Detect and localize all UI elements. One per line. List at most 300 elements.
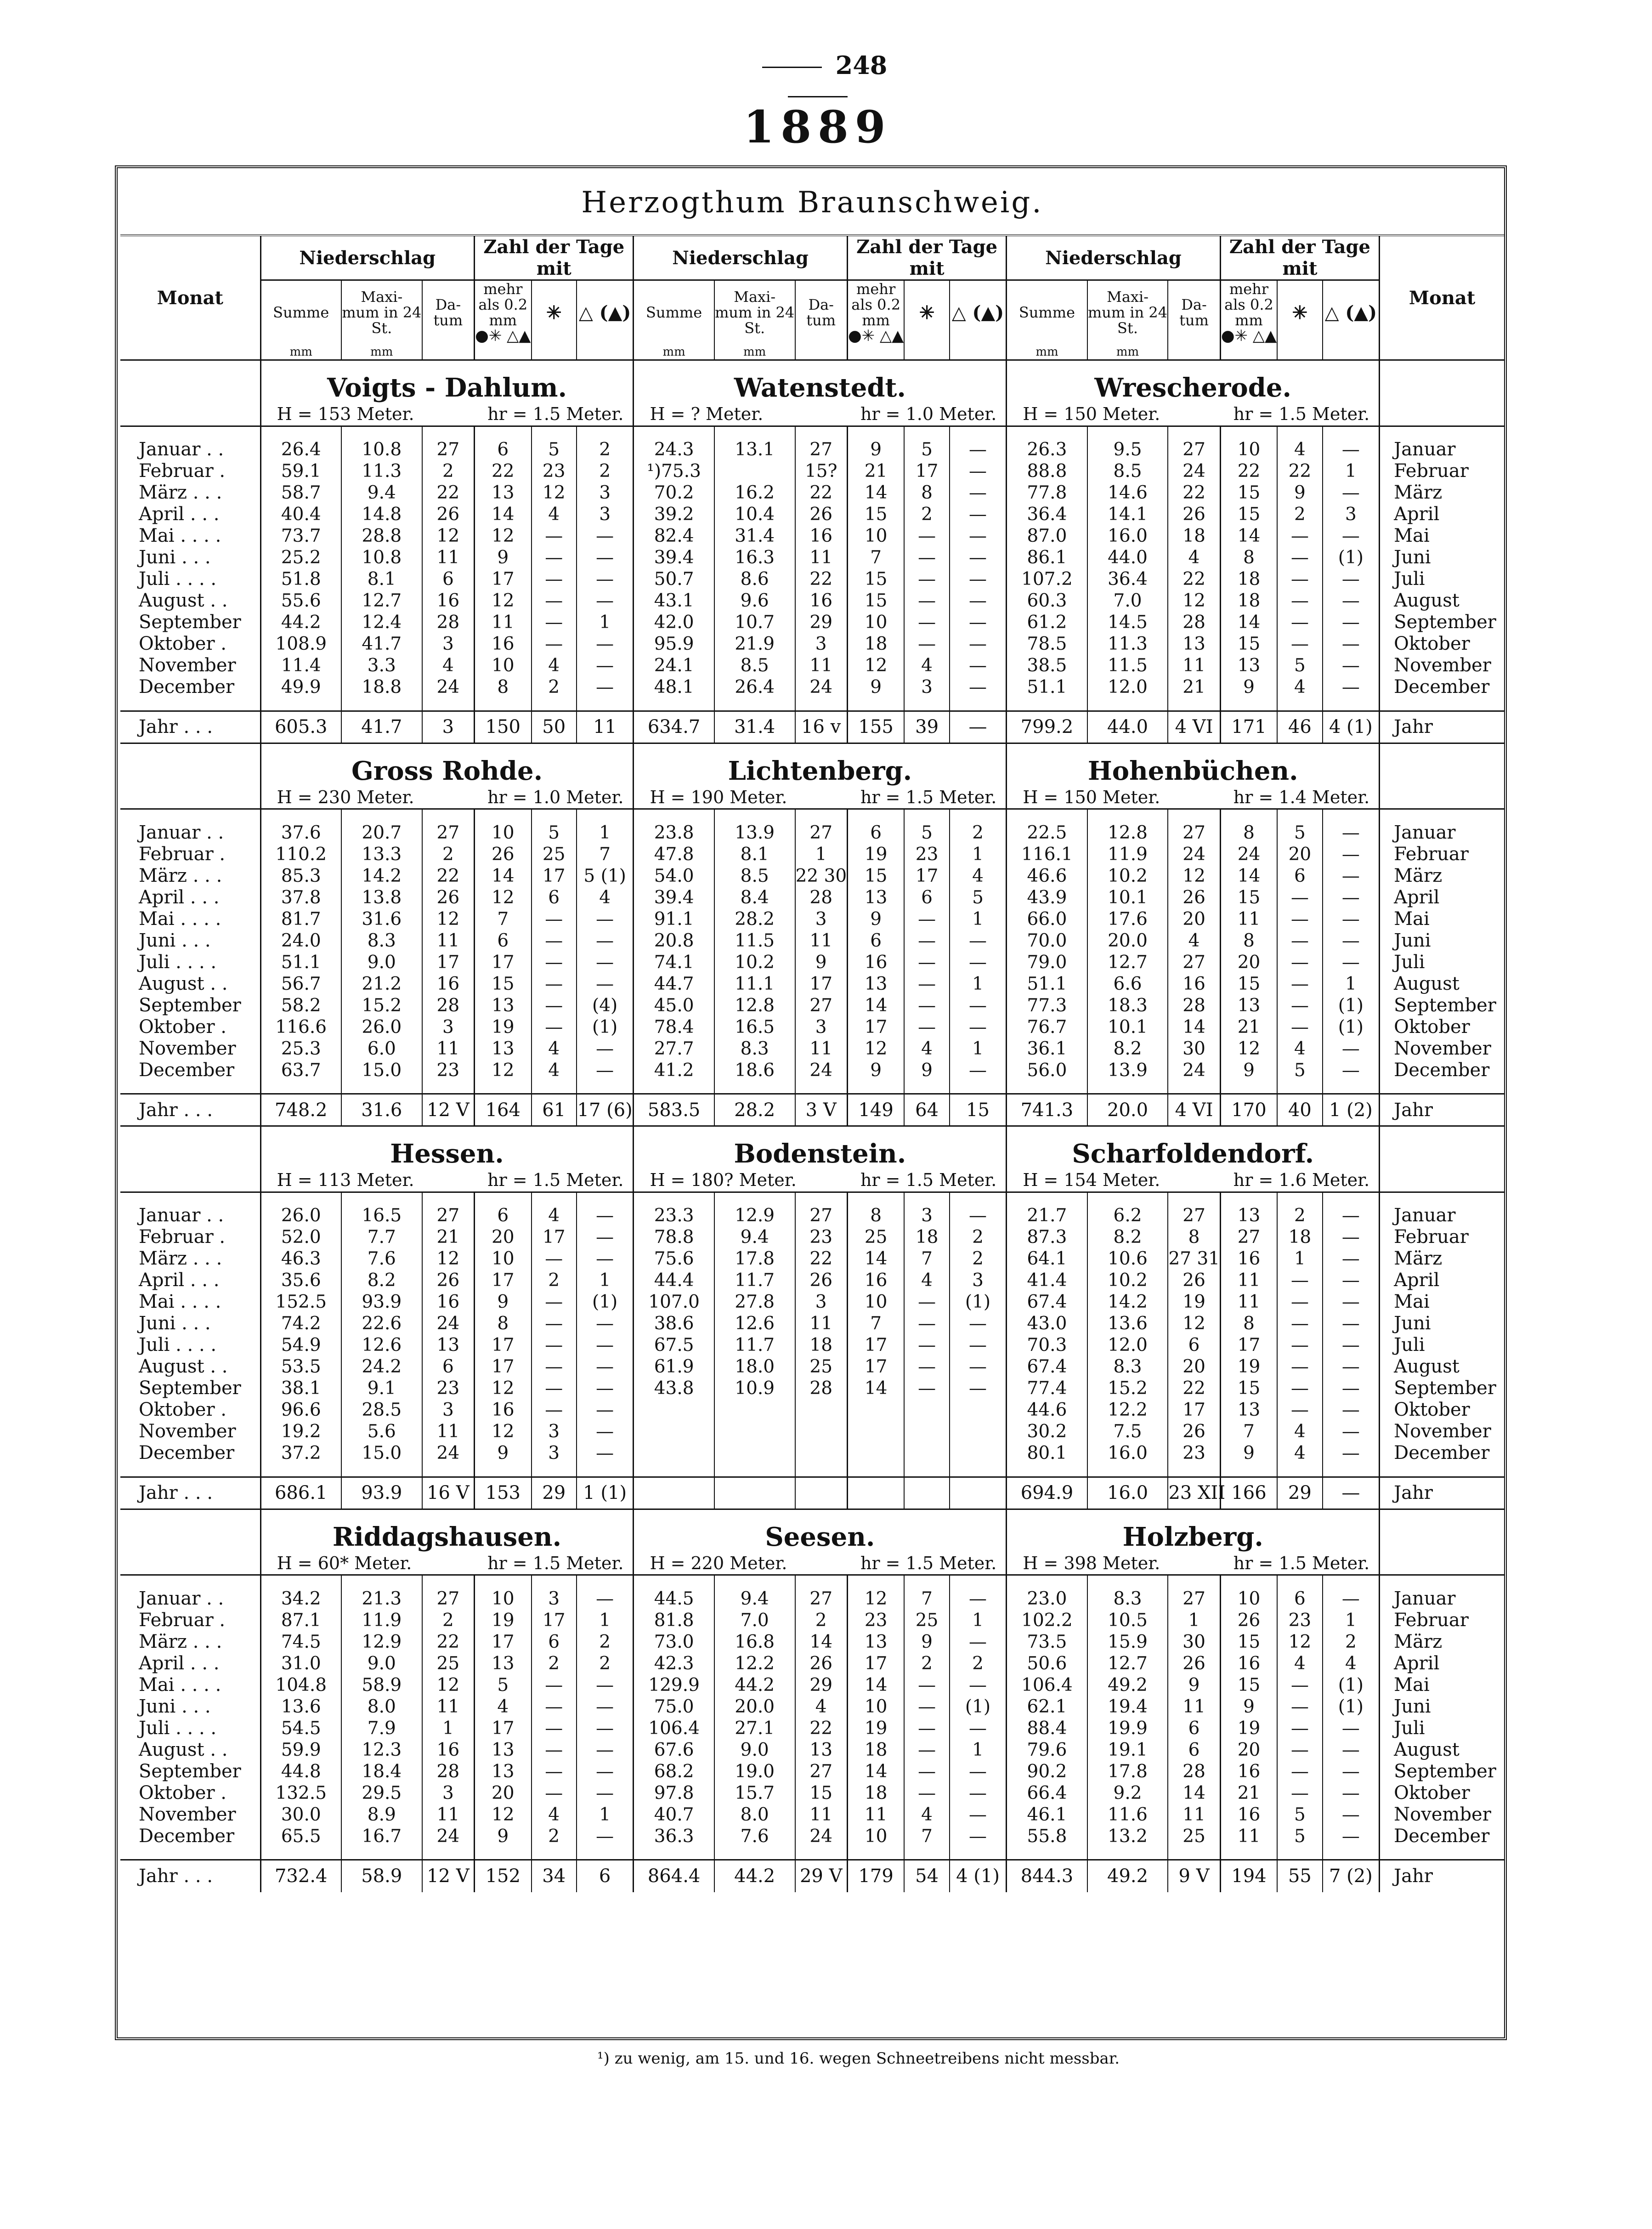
data-cell: 9.0 bbox=[341, 1653, 422, 1674]
data-cell: 12 bbox=[474, 1421, 531, 1442]
month-label: Oktober . bbox=[139, 1399, 227, 1420]
data-cell: 9 bbox=[1168, 1674, 1220, 1696]
data-cell: 12 bbox=[474, 525, 531, 547]
data-cell: 13 bbox=[795, 1739, 848, 1761]
blank-cell bbox=[474, 1575, 531, 1588]
year-total-cell: 4 VI bbox=[1168, 711, 1220, 743]
data-cell: — bbox=[577, 1761, 634, 1782]
blank-cell bbox=[474, 426, 531, 439]
blank-cell bbox=[532, 809, 577, 822]
data-cell: 1 bbox=[950, 908, 1007, 930]
data-cell: — bbox=[1323, 1248, 1380, 1270]
data-cell: 8.3 bbox=[1087, 1588, 1168, 1610]
blank-cell bbox=[532, 345, 577, 360]
year-total-cell bbox=[634, 1477, 714, 1509]
data-cell: 28.5 bbox=[341, 1399, 422, 1421]
data-cell: 22 bbox=[422, 1631, 475, 1653]
data-cell: 24 bbox=[1168, 844, 1220, 865]
data-cell: 16 bbox=[1220, 1248, 1277, 1270]
data-cell: 25.2 bbox=[260, 547, 341, 568]
data-cell: 13 bbox=[1168, 633, 1220, 655]
data-cell: 17 bbox=[847, 1016, 904, 1038]
data-cell: 27 bbox=[1168, 952, 1220, 973]
month-label-right: November bbox=[1380, 1038, 1504, 1060]
data-cell: 21 bbox=[847, 460, 904, 482]
blank-cell bbox=[1007, 698, 1087, 711]
data-cell: 20 bbox=[474, 1226, 531, 1248]
month-label: Juni . . . bbox=[139, 1313, 211, 1334]
data-cell: 11.7 bbox=[714, 1334, 795, 1356]
blank-cell bbox=[577, 1081, 634, 1094]
data-cell: 5 bbox=[474, 1674, 531, 1696]
table-row bbox=[120, 1761, 1504, 1782]
table-row bbox=[120, 1588, 1504, 1610]
mehr-als-header bbox=[474, 280, 531, 345]
data-cell: — bbox=[532, 908, 577, 930]
data-cell: — bbox=[1323, 952, 1380, 973]
data-cell: — bbox=[904, 1334, 949, 1356]
data-cell: 22 bbox=[795, 482, 848, 504]
blank-cell bbox=[634, 1464, 714, 1477]
data-cell: 3 bbox=[950, 1270, 1007, 1291]
year-total-cell: 3 V bbox=[795, 1094, 848, 1126]
data-cell: — bbox=[1323, 1038, 1380, 1060]
data-cell: 86.1 bbox=[1007, 547, 1087, 568]
data-cell: 20 bbox=[1168, 908, 1220, 930]
data-cell: 9 bbox=[904, 1060, 949, 1081]
data-cell: — bbox=[1277, 612, 1322, 633]
table-row bbox=[120, 930, 1504, 952]
data-cell: — bbox=[532, 1696, 577, 1718]
data-cell: 13 bbox=[474, 1761, 531, 1782]
data-cell: 53.5 bbox=[260, 1356, 341, 1378]
data-cell: — bbox=[577, 908, 634, 930]
year-total-cell: 155 bbox=[847, 711, 904, 743]
data-cell: 16 bbox=[474, 1399, 531, 1421]
data-cell: 22 bbox=[795, 568, 848, 590]
station-height bbox=[1007, 1552, 1380, 1575]
data-cell: 3 bbox=[532, 1588, 577, 1610]
blank-cell bbox=[1007, 1081, 1087, 1094]
data-cell: — bbox=[904, 930, 949, 952]
data-cell: 26 bbox=[795, 1270, 848, 1291]
data-cell: 6 bbox=[847, 822, 904, 844]
data-cell: 5 bbox=[904, 439, 949, 460]
station-elevation: H = 150 Meter. bbox=[1023, 787, 1160, 807]
blank-cell bbox=[1087, 1192, 1168, 1205]
blank-cell bbox=[577, 1192, 634, 1205]
data-cell: 17 bbox=[904, 460, 949, 482]
data-cell: 11.5 bbox=[714, 930, 795, 952]
year-total-cell: 1 (1) bbox=[577, 1477, 634, 1509]
station-height bbox=[634, 403, 1007, 426]
blank-cell bbox=[795, 1575, 848, 1588]
table-row bbox=[120, 633, 1504, 655]
data-cell: 24.3 bbox=[634, 439, 714, 460]
data-cell bbox=[714, 460, 795, 482]
blank-cell bbox=[474, 1847, 531, 1860]
data-cell: 20 bbox=[1168, 1356, 1220, 1378]
blank-cell bbox=[577, 1847, 634, 1860]
datum-header: Da- tum bbox=[795, 280, 848, 345]
maximum-header: Maxi- mum in 24 St. bbox=[1087, 280, 1168, 345]
data-cell: 25 bbox=[1168, 1826, 1220, 1847]
blank-cell bbox=[120, 1847, 260, 1860]
data-cell: 24 bbox=[795, 1826, 848, 1847]
blank-cell bbox=[1087, 1081, 1168, 1094]
blank-cell bbox=[1277, 1081, 1322, 1094]
blank-cell bbox=[1007, 1847, 1087, 1860]
zahl-der-tage-header: Zahl der Tage mit bbox=[474, 235, 633, 280]
year-total-cell: 164 bbox=[474, 1094, 531, 1126]
data-cell: — bbox=[950, 590, 1007, 612]
data-cell: 2 bbox=[950, 1653, 1007, 1674]
data-cell: — bbox=[532, 1782, 577, 1804]
year-total-cell: 9 V bbox=[1168, 1860, 1220, 1892]
data-cell: — bbox=[1323, 568, 1380, 590]
blank-cell bbox=[950, 698, 1007, 711]
year-total-cell: 194 bbox=[1220, 1860, 1277, 1892]
table-row bbox=[120, 908, 1504, 930]
data-cell: 11 bbox=[795, 547, 848, 568]
year-total-cell: 54 bbox=[904, 1860, 949, 1892]
data-cell: — bbox=[1323, 1739, 1380, 1761]
blank-cell bbox=[847, 698, 904, 711]
data-cell: 17 bbox=[474, 1718, 531, 1739]
data-cell: — bbox=[950, 655, 1007, 676]
blank-cell bbox=[260, 1575, 341, 1588]
month-label-right: September bbox=[1380, 995, 1504, 1016]
data-cell: — bbox=[904, 1739, 949, 1761]
zahl-der-tage-header: Zahl der Tage mit bbox=[1220, 235, 1379, 280]
data-cell: 22.5 bbox=[1007, 822, 1087, 844]
data-cell: 13 bbox=[847, 1631, 904, 1653]
data-cell: 16 bbox=[847, 952, 904, 973]
data-cell: 8.0 bbox=[714, 1804, 795, 1826]
month-label: Februar . bbox=[139, 843, 226, 865]
data-cell: 27 bbox=[1168, 1588, 1220, 1610]
month-label-right: August bbox=[1380, 1356, 1504, 1378]
unit-mm: mm bbox=[1087, 345, 1168, 360]
data-cell: 39.4 bbox=[634, 547, 714, 568]
data-cell: — bbox=[1323, 633, 1380, 655]
data-cell: 28 bbox=[1168, 612, 1220, 633]
blank-cell bbox=[120, 1192, 260, 1205]
data-cell: — bbox=[950, 930, 1007, 952]
data-cell: — bbox=[1323, 1205, 1380, 1226]
data-cell: 17 bbox=[422, 952, 475, 973]
data-cell: 4 bbox=[904, 1270, 949, 1291]
data-cell: 54.9 bbox=[260, 1334, 341, 1356]
data-cell: 116.1 bbox=[1007, 844, 1087, 865]
data-cell: — bbox=[904, 1718, 949, 1739]
blank-cell bbox=[1380, 698, 1504, 711]
data-cell: 1 bbox=[950, 973, 1007, 995]
data-cell: 28 bbox=[422, 995, 475, 1016]
table-row bbox=[120, 1313, 1504, 1334]
data-cell: — bbox=[950, 568, 1007, 590]
month-label-right: September bbox=[1380, 612, 1504, 633]
data-cell: 13 bbox=[474, 995, 531, 1016]
station-elevation: H = 180? Meter. bbox=[650, 1170, 797, 1191]
data-cell: 29 bbox=[795, 1674, 848, 1696]
data-cell: 67.6 bbox=[634, 1739, 714, 1761]
data-cell: 9.0 bbox=[341, 952, 422, 973]
blank-cell bbox=[577, 426, 634, 439]
data-cell: 14.5 bbox=[1087, 612, 1168, 633]
month-label: Juni . . . bbox=[139, 1696, 211, 1717]
data-cell: 3 bbox=[532, 1421, 577, 1442]
blank-cell bbox=[634, 426, 714, 439]
year-total-cell: 179 bbox=[847, 1860, 904, 1892]
data-cell: — bbox=[904, 1016, 949, 1038]
data-cell: 8 bbox=[474, 1313, 531, 1334]
data-cell: 132.5 bbox=[260, 1782, 341, 1804]
data-cell: 27 bbox=[795, 822, 848, 844]
data-cell: 12 bbox=[474, 887, 531, 908]
data-cell: 16 bbox=[1220, 1804, 1277, 1826]
data-cell: 22 bbox=[1168, 568, 1220, 590]
data-cell: 6 bbox=[1277, 1588, 1322, 1610]
data-cell: — bbox=[577, 1696, 634, 1718]
data-cell: 15? bbox=[795, 460, 848, 482]
data-cell: 44.5 bbox=[634, 1588, 714, 1610]
station-height bbox=[634, 1552, 1007, 1575]
data-cell: 12 bbox=[422, 1674, 475, 1696]
data-cell: — bbox=[532, 1674, 577, 1696]
data-cell: 6 bbox=[532, 1631, 577, 1653]
year-total-cell: 64 bbox=[904, 1094, 949, 1126]
data-cell: 31.0 bbox=[260, 1653, 341, 1674]
data-cell: 6 bbox=[474, 1205, 531, 1226]
data-cell: 2 bbox=[795, 1610, 848, 1631]
blank-cell bbox=[904, 1575, 949, 1588]
data-cell: 1 bbox=[577, 1610, 634, 1631]
data-cell: — bbox=[1323, 1060, 1380, 1081]
data-cell: 11.5 bbox=[1087, 655, 1168, 676]
data-cell: 13 bbox=[422, 1334, 475, 1356]
mehr-als-label: mehr als 0.2 mm bbox=[478, 280, 528, 329]
data-cell: 6 bbox=[422, 1356, 475, 1378]
data-cell: 27 bbox=[422, 439, 475, 460]
station-name: Voigts - Dahlum. bbox=[260, 360, 634, 403]
blank-cell bbox=[341, 809, 422, 822]
data-cell: 23 bbox=[1168, 1442, 1220, 1464]
month-label-right: September bbox=[1380, 1378, 1504, 1399]
blank-cell bbox=[795, 345, 848, 360]
table-row bbox=[120, 1226, 1504, 1248]
data-cell: 8.5 bbox=[1087, 460, 1168, 482]
data-cell: 12 bbox=[422, 908, 475, 930]
data-cell: 38.1 bbox=[260, 1378, 341, 1399]
data-cell: 39.4 bbox=[634, 887, 714, 908]
data-cell: 13 bbox=[1220, 1205, 1277, 1226]
data-cell: 8 bbox=[1220, 1313, 1277, 1334]
blank-cell bbox=[1277, 345, 1322, 360]
month-label: Januar . . bbox=[139, 1205, 224, 1226]
data-cell: 8.3 bbox=[341, 930, 422, 952]
data-cell: 36.1 bbox=[1007, 1038, 1087, 1060]
data-cell: 9 bbox=[474, 547, 531, 568]
data-cell: 12 bbox=[847, 655, 904, 676]
data-cell: — bbox=[577, 1205, 634, 1226]
blank-cell bbox=[1380, 743, 1504, 786]
blank-cell bbox=[1380, 1847, 1504, 1860]
data-cell: 70.0 bbox=[1007, 930, 1087, 952]
data-cell: 75.0 bbox=[634, 1696, 714, 1718]
data-cell: — bbox=[1323, 482, 1380, 504]
data-cell: 4 bbox=[532, 655, 577, 676]
data-cell: 54.5 bbox=[260, 1718, 341, 1739]
data-cell: 14.2 bbox=[341, 865, 422, 887]
blank-cell bbox=[1380, 403, 1504, 426]
table-row bbox=[120, 844, 1504, 865]
month-label-right: August bbox=[1380, 973, 1504, 995]
data-cell: 15.7 bbox=[714, 1782, 795, 1804]
data-cell: 1 bbox=[1168, 1610, 1220, 1631]
data-cell: 9.4 bbox=[714, 1588, 795, 1610]
data-cell: 27 bbox=[1168, 1205, 1220, 1226]
data-cell: 26 bbox=[1168, 1421, 1220, 1442]
data-cell: 2 bbox=[950, 1226, 1007, 1248]
year-total-row bbox=[120, 1860, 1504, 1892]
unit-mm: mm bbox=[1007, 345, 1087, 360]
data-cell: — bbox=[532, 633, 577, 655]
data-cell: 7 bbox=[474, 908, 531, 930]
data-cell: 9.5 bbox=[1087, 439, 1168, 460]
gauge-height: hr = 1.5 Meter. bbox=[487, 1553, 624, 1573]
data-cell: — bbox=[950, 439, 1007, 460]
blank-cell bbox=[532, 1847, 577, 1860]
month-label: December bbox=[139, 1442, 235, 1463]
table-row bbox=[120, 1674, 1504, 1696]
month-label-right: Mai bbox=[1380, 1674, 1504, 1696]
data-cell: — bbox=[577, 1442, 634, 1464]
data-cell: — bbox=[1277, 525, 1322, 547]
month-label-right: Mai bbox=[1380, 908, 1504, 930]
gauge-height: hr = 1.6 Meter. bbox=[1233, 1170, 1370, 1191]
blank-cell bbox=[950, 1847, 1007, 1860]
summe-header: Summe bbox=[634, 280, 714, 345]
data-cell: 18.3 bbox=[1087, 995, 1168, 1016]
blank-cell bbox=[260, 1081, 341, 1094]
data-cell: — bbox=[904, 633, 949, 655]
data-cell: 78.5 bbox=[1007, 633, 1087, 655]
data-cell: 6.6 bbox=[1087, 973, 1168, 995]
data-cell: 2 bbox=[577, 1653, 634, 1674]
blank-cell bbox=[1323, 698, 1380, 711]
data-cell: — bbox=[1323, 1421, 1380, 1442]
gauge-height: hr = 1.5 Meter. bbox=[860, 1170, 997, 1191]
data-cell: — bbox=[577, 1826, 634, 1847]
station-height bbox=[260, 1552, 634, 1575]
data-cell: 11 bbox=[1220, 1291, 1277, 1313]
data-cell: 1 bbox=[577, 1270, 634, 1291]
blank-cell bbox=[634, 698, 714, 711]
month-label: August . . bbox=[139, 1356, 228, 1377]
blank-cell bbox=[1277, 809, 1322, 822]
data-cell: — bbox=[950, 1313, 1007, 1334]
data-cell: 14 bbox=[847, 1378, 904, 1399]
blank-cell bbox=[1323, 1464, 1380, 1477]
table-row bbox=[120, 1653, 1504, 1674]
table-row bbox=[120, 1399, 1504, 1421]
data-cell: 19 bbox=[1168, 1291, 1220, 1313]
month-label-right: November bbox=[1380, 655, 1504, 676]
month-label: Juli . . . . bbox=[139, 1334, 217, 1356]
blank-cell bbox=[422, 426, 475, 439]
data-cell: 65.5 bbox=[260, 1826, 341, 1847]
data-cell bbox=[634, 1421, 714, 1442]
data-cell: 13 bbox=[1220, 1399, 1277, 1421]
data-cell: 68.2 bbox=[634, 1761, 714, 1782]
data-cell: 34.2 bbox=[260, 1588, 341, 1610]
year-total-cell: 31.4 bbox=[714, 711, 795, 743]
data-cell: — bbox=[1323, 887, 1380, 908]
data-cell: 12 bbox=[1168, 590, 1220, 612]
data-cell: — bbox=[532, 1378, 577, 1399]
data-cell: 17 bbox=[904, 865, 949, 887]
blank-cell bbox=[1220, 426, 1277, 439]
table-row bbox=[120, 612, 1504, 633]
data-cell: — bbox=[577, 676, 634, 698]
data-cell: 29 bbox=[795, 612, 848, 633]
data-cell: 15 bbox=[847, 590, 904, 612]
blank-cell bbox=[714, 1081, 795, 1094]
data-cell: 18 bbox=[1168, 525, 1220, 547]
data-cell: 14 bbox=[1220, 525, 1277, 547]
data-cell: 18.6 bbox=[714, 1060, 795, 1081]
data-cell: 14.8 bbox=[341, 504, 422, 525]
data-cell: 19 bbox=[1220, 1718, 1277, 1739]
data-cell: — bbox=[1323, 1270, 1380, 1291]
month-label: Februar . bbox=[139, 1226, 226, 1248]
data-cell: 18 bbox=[795, 1334, 848, 1356]
month-label-right: December bbox=[1380, 1826, 1504, 1847]
blank-cell bbox=[795, 1847, 848, 1860]
data-cell: 10.2 bbox=[1087, 1270, 1168, 1291]
data-cell: 66.4 bbox=[1007, 1782, 1087, 1804]
blank-cell bbox=[120, 698, 260, 711]
month-label-right: December bbox=[1380, 1442, 1504, 1464]
data-cell: 27 31 bbox=[1168, 1248, 1220, 1269]
data-cell: 44.0 bbox=[1087, 547, 1168, 568]
data-cell: 12 bbox=[1168, 1313, 1220, 1334]
data-cell: 24 bbox=[795, 676, 848, 698]
year-total-cell: 1 (2) bbox=[1323, 1094, 1380, 1126]
data-cell: 28 bbox=[1168, 995, 1220, 1016]
data-cell: — bbox=[950, 1588, 1007, 1610]
data-cell: 12 bbox=[474, 1804, 531, 1826]
year-label-right: Jahr bbox=[1380, 1860, 1504, 1892]
data-cell: 2 bbox=[950, 822, 1007, 844]
station-name: Watenstedt. bbox=[634, 360, 1007, 403]
data-cell: 1 bbox=[1277, 1248, 1322, 1270]
month-label: Februar . bbox=[139, 1609, 226, 1631]
data-cell: 9.2 bbox=[1087, 1782, 1168, 1804]
gauge-height: hr = 1.5 Meter. bbox=[487, 1170, 624, 1191]
data-cell: 18.8 bbox=[341, 676, 422, 698]
data-cell: 14 bbox=[1220, 612, 1277, 633]
data-cell: 9.0 bbox=[714, 1739, 795, 1761]
station-name: Wrescherode. bbox=[1007, 360, 1380, 403]
data-cell: 13.9 bbox=[1087, 1060, 1168, 1081]
data-cell: 25 bbox=[532, 844, 577, 865]
snow-icon: ✳ bbox=[532, 280, 577, 345]
data-cell: — bbox=[950, 1782, 1007, 1804]
blank-cell bbox=[474, 1081, 531, 1094]
data-cell: 18.0 bbox=[714, 1356, 795, 1378]
